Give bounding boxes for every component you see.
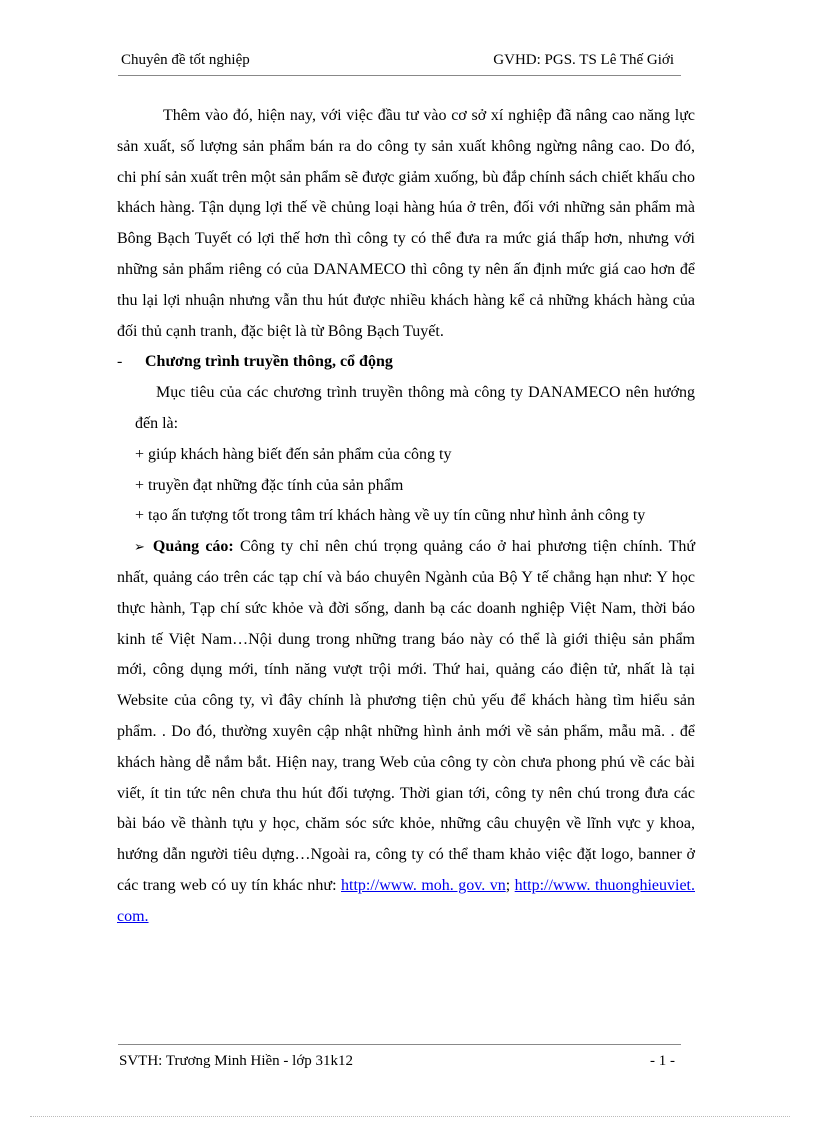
link-separator: ; [505, 876, 515, 894]
paragraph-objectives: Mục tiêu của các chương trình truyền thông mà công ty DANAMECO nên hướng đến là: [135, 384, 695, 432]
link-moh[interactable]: http://www. moh. gov. vn [341, 876, 506, 894]
arrow-bullet-icon: ➢ [134, 539, 145, 555]
footer-divider [118, 1044, 681, 1045]
list-item: + tạo ấn tượng tốt trong tâm trí khách hàng về uy tín cũng như hình ảnh công ty [135, 507, 646, 525]
document-body [117, 101, 695, 933]
objective-list [117, 440, 695, 532]
section-heading [117, 347, 695, 378]
header-advisor: GVHD: PGS. TS Lê Thế Giới [493, 52, 674, 68]
link-thuonghieuviet[interactable]: http://www. thuonghieuviet. com. [117, 876, 695, 925]
advertising-text: Công ty chỉ nên chú trọng quảng cáo ở hai phương tiện chính. Thứ nhất, quảng cáo trên các tạp chí và báo chuyên Ngành của Bộ Y tế chẳng hạn như: Y học thực hành, Tạp chí sức khỏe và đời sống, danh bạ các doanh nghiệp Việt Nam, thời báo kinh tế Việt Nam…Nội dung trong những trang báo này có thể là giới thiệu sản phẩm mới, công dụng mới, tính năng vượt trội mới. Thứ hai, quảng cáo điện tử, nhất là tại Website của công ty, vì đây chính là phương tiện chủ yếu để khách hàng tìm hiểu sản phẩm. . Do đó, thường xuyên cập nhật những hình ảnh mới về sản phẩm, mẫu mã. . để khách hàng dễ nắm bắt. Hiện nay, trang Web của công ty còn chưa phong phú về các bài viết, ít tin tức nên chưa thu hút đối tượng. Thời gian tới, công ty nên chú trong đưa các bài báo về thành tựu y học, chăm sóc sức khỏe, những câu chuyện về lĩnh vực y khoa, hướng dẫn người tiêu dựng…Ngoài ra, công ty có thể tham khảo việc đặt logo, banner ở các trang web có uy tín khác như: [117, 538, 696, 894]
footer-author: SVTH: Trương Minh Hiền - lớp 31k12 [119, 1053, 354, 1069]
advertising-label: Quảng cáo: [152, 538, 234, 556]
section-dash: - [117, 353, 123, 371]
page-break-line [30, 1116, 790, 1117]
list-item: + truyền đạt những đặc tính của sản phẩm [135, 476, 404, 494]
page-header [121, 52, 674, 74]
paragraph-advertising [117, 532, 695, 932]
header-title: Chuyên đề tốt nghiệp [121, 52, 250, 68]
header-divider [118, 75, 681, 76]
paragraph-pricing: Thêm vào đó, hiện nay, với việc đầu tư vào cơ sở xí nghiệp đã nâng cao năng lực sản xuất, số lượng sản phẩm bán ra do công ty sản xuất không ngừng nâng cao. Do đó, chi phí sản xuất trên một sản phẩm sẽ được giảm xuống, bù đắp chính sách chiết khấu cho khách hàng. Tận dụng lợi thế về chủng loại hàng húa ở trên, đối với những sản phẩm mà Bông Bạch Tuyết có lợi thế hơn thì công ty có thể đưa ra mức giá thấp hơn, nhưng với những sản phẩm riêng có của DANAMECO thì công ty nên ấn định mức giá cao hơn để thu lại lợi nhuận nhưng vẫn thu hút được nhiều khách hàng kể cả những khách hàng của đối thủ cạnh tranh, đặc biệt là từ Bông Bạch Tuyết. [117, 107, 695, 340]
list-item: + giúp khách hàng biết đến sản phẩm của công ty [135, 445, 452, 463]
page-number: - 1 - [650, 1053, 675, 1069]
section-title: Chương trình truyền thông, cổ động [145, 353, 393, 371]
